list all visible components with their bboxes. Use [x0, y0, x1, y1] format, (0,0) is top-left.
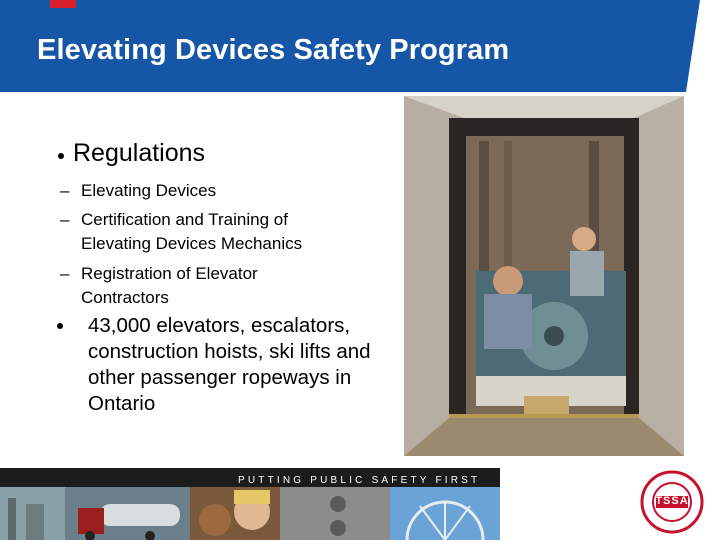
sub-item-label: Elevating Devices — [81, 181, 217, 200]
footer-tagline: PUTTING PUBLIC SAFETY FIRST — [238, 475, 481, 486]
dash-icon: – — [60, 210, 70, 229]
dash-icon: – — [60, 264, 70, 283]
header-banner — [0, 0, 720, 92]
header-red-tab — [50, 0, 76, 8]
sub-item-label: Certification and Training of Elevating Devices Mechanics — [81, 210, 303, 253]
bullet-elevator-count-label: 43,000 elevators, escalators, construction hoists, ski lifts and other passenger ropeways in Ontario — [88, 314, 371, 415]
bullet-dot-icon — [57, 323, 63, 329]
slide-title: Elevating Devices Safety Program — [37, 34, 510, 66]
bullet-regulations-label: Regulations — [73, 139, 206, 167]
bullet-dot-icon — [58, 153, 64, 159]
dash-icon: – — [60, 181, 70, 200]
elevator-mechanics-photo — [404, 96, 684, 456]
tssa-logo-text: TSSA — [655, 495, 689, 507]
sub-item-label: Registration of Elevator Contractors — [81, 264, 258, 307]
